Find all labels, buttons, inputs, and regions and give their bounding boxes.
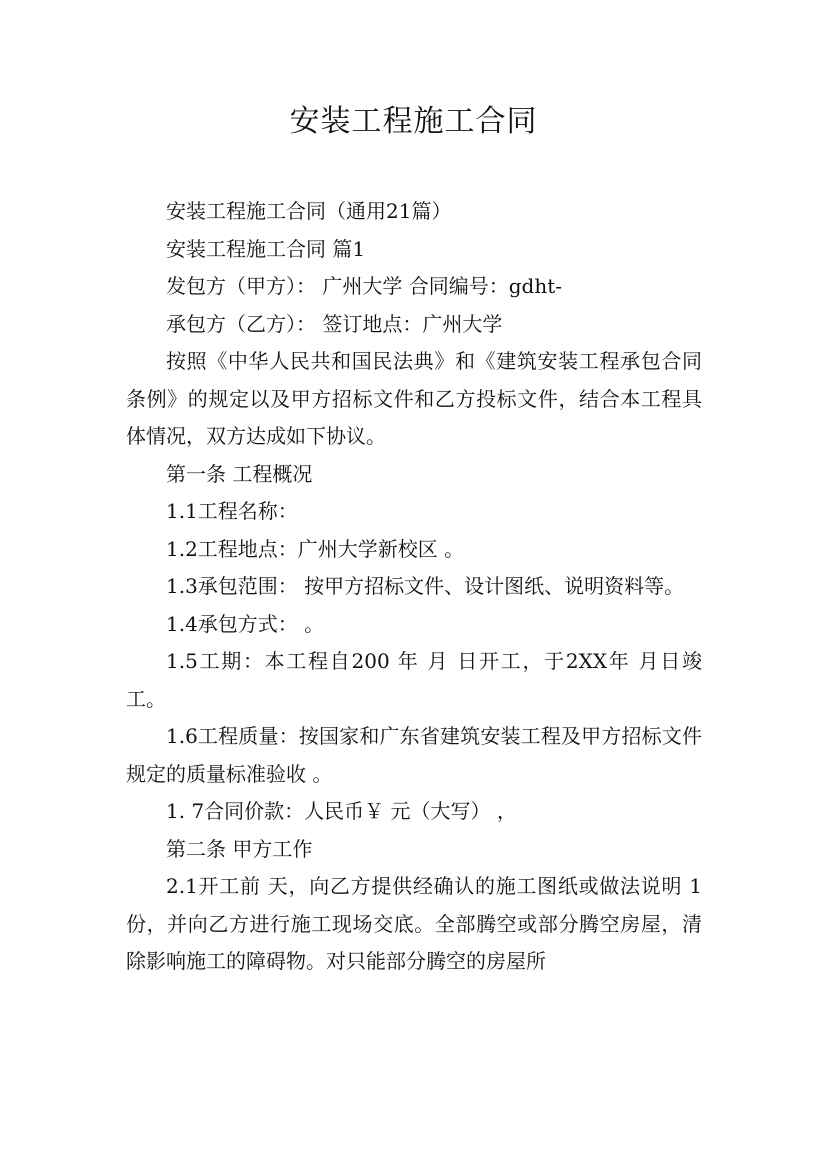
paragraph-clause-1-4: 1.4承包方式： 。	[166, 611, 325, 636]
paragraph-clause-1-6: 1.6工程质量：按国家和广东省建筑安装工程及甲方招标文件规定的质量标准验收 。	[126, 724, 702, 786]
paragraph-clause-1-5: 1.5工期：本工程自200 年 月 日开工，于2XX年 月日竣工。	[126, 649, 702, 711]
document-body	[126, 193, 709, 981]
paragraph-article-1-heading: 第一条 工程概况	[166, 461, 313, 486]
paragraph-preamble: 按照《中华人民共和国民法典》和《建筑安装工程承包合同条例》的规定以及甲方招标文件和乙方投标文件，结合本工程具体情况，双方达成如下协议。	[126, 349, 702, 448]
paragraph-article-2-heading: 第二条 甲方工作	[166, 836, 313, 861]
paragraph-clause-2-1: 2.1开工前 天，向乙方提供经确认的施工图纸或做法说明 1 份，并向乙方进行施工现场交底。全部腾空或部分腾空房屋，清除影响施工的障碍物。对只能部分腾空的房屋所	[126, 874, 709, 973]
paragraph-clause-1-1: 1.1工程名称：	[166, 499, 298, 523]
paragraph-section-heading: 安装工程施工合同 篇1	[166, 236, 366, 261]
paragraph-clause-1-3: 1.3承包范围： 按甲方招标文件、设计图纸、说明资料等。	[166, 574, 685, 598]
paragraph-clause-1-2: 1.2工程地点：广州大学新校区 。	[166, 536, 465, 561]
paragraph-party-b: 承包方（乙方）： 签订地点：广州大学	[166, 311, 503, 336]
paragraph-subtitle: 安装工程施工合同（通用21篇）	[166, 199, 452, 223]
paragraph-party-a: 发包方（甲方）： 广州大学 合同编号：gdht-	[166, 274, 562, 298]
document-title: 安装工程施工合同	[289, 104, 538, 139]
paragraph-clause-1-7: 1. 7合同价款：人民币￥ 元（大写） ，	[166, 799, 517, 823]
